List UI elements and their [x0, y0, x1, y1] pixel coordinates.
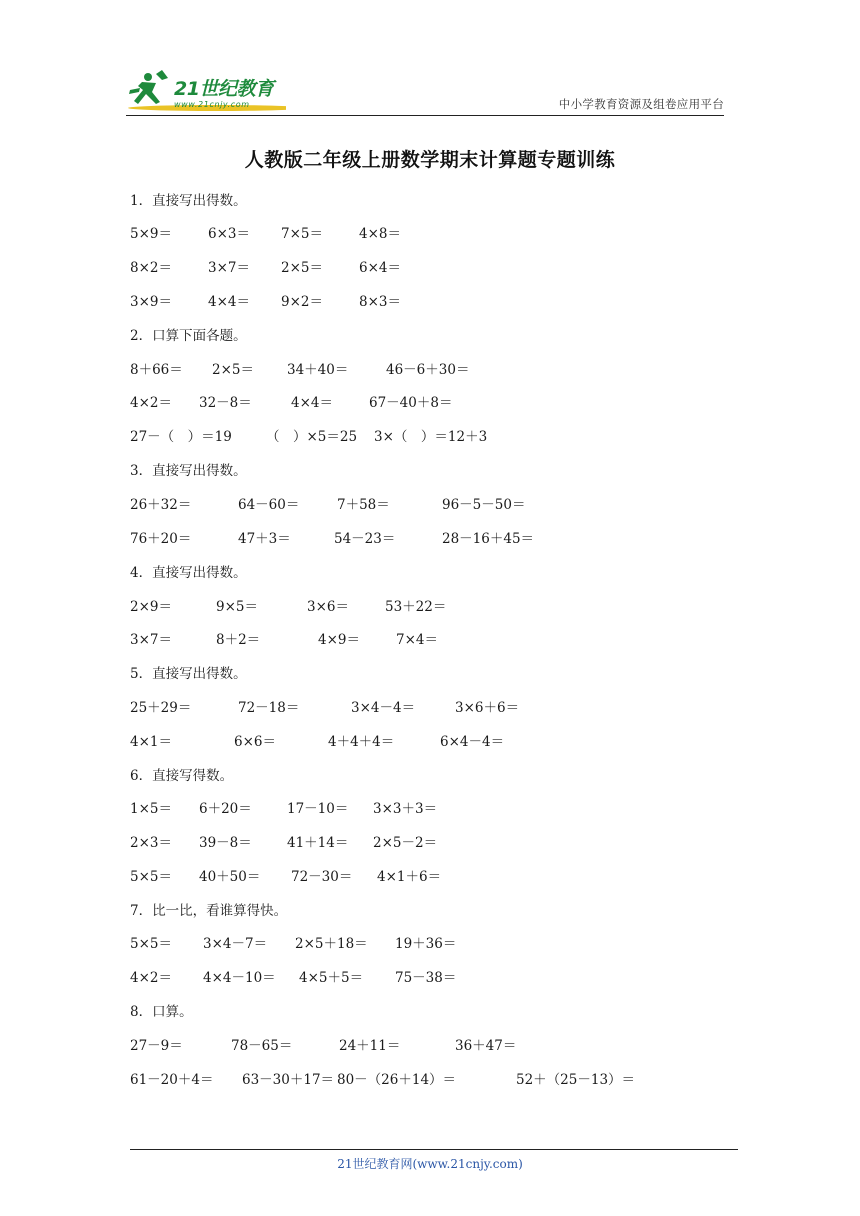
problem: 1×5＝ — [130, 801, 172, 817]
problem: 4×1＋6＝ — [377, 869, 442, 885]
problem: 34＋40＝ — [287, 362, 349, 378]
problem: 4×8＝ — [359, 226, 401, 242]
section-6-heading: 6．直接写得数。 — [130, 768, 234, 784]
problem: 3×（ ）＝12＋3 — [374, 429, 488, 445]
problem: 3×7＝ — [208, 260, 250, 276]
logo — [126, 68, 326, 114]
problem: 64－60＝ — [238, 497, 300, 513]
problem: 25＋29＝ — [130, 700, 192, 716]
problem: 5×9＝ — [130, 226, 172, 242]
page-footer: 21世纪教育网(www.21cnjy.com) — [337, 1157, 523, 1171]
section-1-heading: 1．直接写出得数。 — [130, 193, 247, 209]
problem: （ ）×5＝25 — [266, 429, 358, 445]
problem: 80－（26＋14）＝ — [337, 1072, 457, 1088]
problem: 2×9＝ — [130, 599, 172, 615]
problem: 4×2＝ — [130, 395, 172, 411]
problem: 96－5－50＝ — [442, 497, 526, 513]
problem: 32－8＝ — [199, 395, 252, 411]
problem: 6＋20＝ — [199, 801, 252, 817]
problem: 2×5＝ — [281, 260, 323, 276]
problem: 2×3＝ — [130, 835, 172, 851]
problem: 4×5＋5＝ — [299, 970, 364, 986]
problem: 39－8＝ — [199, 835, 252, 851]
section-7-heading: 7．比一比，看谁算得快。 — [130, 903, 288, 919]
problem: 8×3＝ — [359, 294, 401, 310]
problem: 8＋2＝ — [216, 632, 261, 648]
problem: 3×3＋3＝ — [373, 801, 438, 817]
problem: 3×6＋6＝ — [455, 700, 520, 716]
section-4-heading: 4．直接写出得数。 — [130, 565, 247, 581]
problem: 26＋32＝ — [130, 497, 192, 513]
problem: 67－40＋8＝ — [369, 395, 453, 411]
problem: 4＋4＋4＝ — [328, 734, 395, 750]
problem: 6×3＝ — [208, 226, 250, 242]
header-divider — [126, 115, 724, 116]
problem: 76＋20＝ — [130, 531, 192, 547]
problem: 46－6＋30＝ — [386, 362, 470, 378]
problem: 17－10＝ — [287, 801, 349, 817]
problem: 6×4＝ — [359, 260, 401, 276]
problem: 72－18＝ — [238, 700, 300, 716]
problem: 5×5＝ — [130, 936, 172, 952]
problem: 9×2＝ — [281, 294, 323, 310]
problem: 24＋11＝ — [339, 1038, 401, 1054]
section-2-heading: 2．口算下面各题。 — [130, 328, 247, 344]
problem: 8＋66＝ — [130, 362, 183, 378]
problem: 4×4－10＝ — [203, 970, 276, 986]
problem: 4×4＝ — [291, 395, 333, 411]
problem: 7×4＝ — [396, 632, 438, 648]
problem: 2×5＝ — [212, 362, 254, 378]
problem: 9×5＝ — [216, 599, 258, 615]
problem: 3×7＝ — [130, 632, 172, 648]
problem: 2×5＋18＝ — [295, 936, 368, 952]
problem: 4×2＝ — [130, 970, 172, 986]
problem: 27－9＝ — [130, 1038, 183, 1054]
footer-divider — [130, 1149, 738, 1150]
problem: 53＋22＝ — [385, 599, 447, 615]
problem: 41＋14＝ — [287, 835, 349, 851]
problem: 4×4＝ — [208, 294, 250, 310]
problem: 4×9＝ — [318, 632, 360, 648]
problem: 7＋58＝ — [337, 497, 390, 513]
problem: 3×4－4＝ — [351, 700, 416, 716]
logo-url: www.21cnjy.com — [174, 100, 250, 109]
problem: 72－30＝ — [291, 869, 353, 885]
problem: 61－20＋4＝ — [130, 1072, 214, 1088]
problem: 75－38＝ — [395, 970, 457, 986]
problem: 3×9＝ — [130, 294, 172, 310]
problem: 40＋50＝ — [199, 869, 261, 885]
section-8-heading: 8．口算。 — [130, 1004, 193, 1020]
problem: 8×2＝ — [130, 260, 172, 276]
logo-text: 21世纪教育 — [174, 78, 274, 100]
problem: 4×1＝ — [130, 734, 172, 750]
problem: 6×6＝ — [234, 734, 276, 750]
problem: 47＋3＝ — [238, 531, 291, 547]
problem: 63－30＋17＝ — [242, 1072, 335, 1088]
problem: 5×5＝ — [130, 869, 172, 885]
section-5-heading: 5．直接写出得数。 — [130, 666, 247, 682]
section-3-heading: 3．直接写出得数。 — [130, 463, 247, 479]
header-tagline: 中小学教育资源及组卷应用平台 — [558, 97, 724, 111]
problem: 28－16＋45＝ — [442, 531, 535, 547]
problem: 3×4－7＝ — [203, 936, 268, 952]
problem: 54－23＝ — [334, 531, 396, 547]
problem: 3×6＝ — [307, 599, 349, 615]
problem: 19＋36＝ — [395, 936, 457, 952]
problem: 2×5－2＝ — [373, 835, 438, 851]
problem: 78－65＝ — [231, 1038, 293, 1054]
problem: 27－（ ）＝19 — [130, 429, 232, 445]
problem: 52＋（25－13）＝ — [516, 1072, 636, 1088]
problem: 7×5＝ — [281, 226, 323, 242]
page-title: 人教版二年级上册数学期末计算题专题训练 — [244, 149, 616, 171]
problem: 36＋47＝ — [455, 1038, 517, 1054]
page-header — [126, 68, 724, 116]
problem: 6×4－4＝ — [440, 734, 505, 750]
